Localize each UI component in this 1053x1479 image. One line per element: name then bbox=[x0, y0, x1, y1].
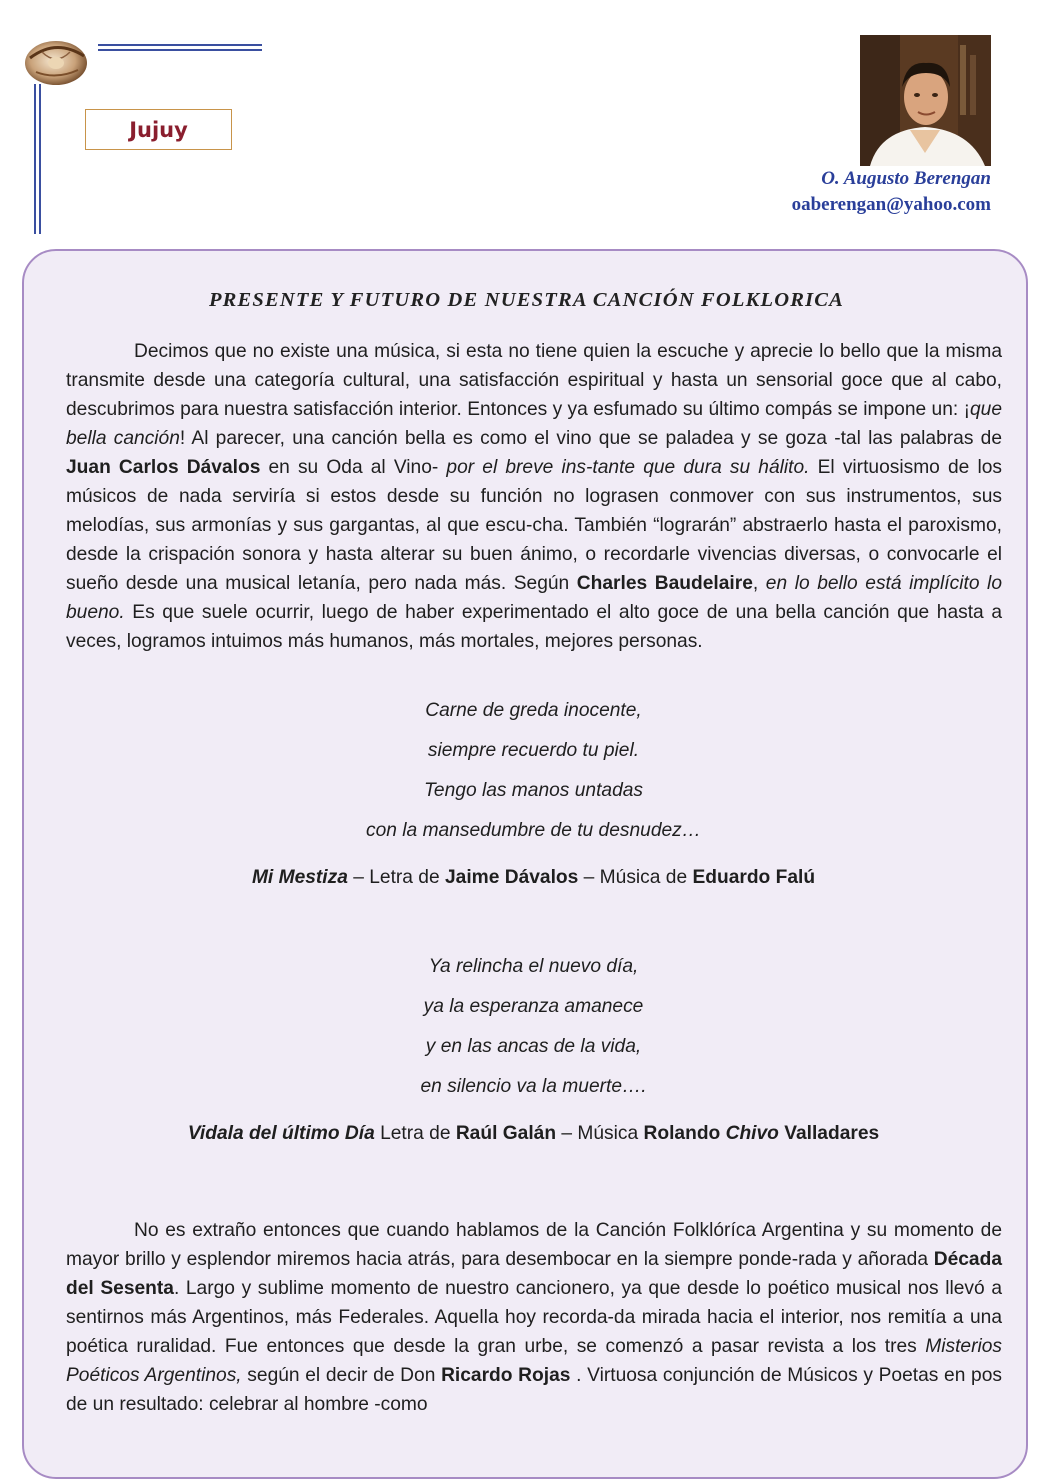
song-verse bbox=[0, 691, 1053, 851]
region-badge bbox=[85, 109, 232, 150]
verse-line: siempre recuerdo tu piel. bbox=[427, 740, 640, 761]
verse-line: ya la esperanza amanece bbox=[423, 996, 644, 1017]
article-paragraph: No es extraño entonces que cuando hablamos de la Canción Folklóríca Argentina y su momento de mayor brillo y esplendor miremos hacia atrás, para desembocar en la siempre ponde-rada y añorada Década del Sesenta. Largo y sublime momento de nuestro cancionero, ya que desde lo poético musical nos llevó a sentirnos más Argentinos, más Federales. Aquella hoy recorda-da mirada hacia el interior, nos remitía a una poética ruralidad. Fue entonces que desde la gran urbe, se comenzó a pasar revista a los tres Misterios Poéticos Argentinos, según el decir de Don Ricardo Rojas . Virtuosa conjunción de Músicos y Poetas en pos de un resultado: celebrar al hombre -como bbox=[66, 1220, 1002, 1415]
header-side-rule bbox=[34, 84, 36, 234]
author-photo bbox=[860, 35, 991, 166]
header-side-rule bbox=[39, 84, 41, 234]
article-title: PRESENTE Y FUTURO DE NUESTRA CANCIÓN FOLKLORICA bbox=[208, 289, 845, 311]
author-name: O. Augusto Berengan bbox=[821, 168, 991, 189]
article-paragraph: Decimos que no existe una música, si esta no tiene quien la escuche y aprecie lo bello que la misma transmite desde una categoría cultural, una satisfacción espiritual y hasta un sensorial goce que al cabo, descubrimos para nuestra satisfacción interior. Entonces y ya esfumado su último compás se impone un: ¡que bella canción! Al parecer, una canción bella es como el vino que se paladea y se goza -tal las palabras de Juan Carlos Dávalos en su Oda al Vino- por el breve ins-tante que dura su hálito. El virtuosismo de los músicos de nada serviría si estos desde su función no lograsen conmover con sus instrumentos, sus melodías, sus armonías y sus gargantas, al que escu-cha. También “lograrán” abstraerlo hasta el paroxismo, desde la crispación sonora y hasta alterar su buen ánimo, o recordarle vivencias diversas, o convocarle el sueño desde una musical letanía, pero nada más. Según Charles Baudelaire, en lo bello está implícito lo bueno. Es que suele ocurrir, luego de haber experimentado el alto goce de una bella canción que hasta a veces, logramos intuimos más humanos, más mortales, mejores personas. bbox=[66, 341, 1002, 652]
shell-ornament-icon bbox=[22, 36, 94, 88]
song-credit: Vidala del último Día Letra de Raúl Galán – Música Rolando Chivo Valladares bbox=[187, 1123, 880, 1144]
verse-line: en silencio va la muerte…. bbox=[420, 1076, 647, 1097]
song-credit: Mi Mestiza – Letra de Jaime Dávalos – Música de Eduardo Falú bbox=[251, 867, 816, 888]
verse-line: Ya relincha el nuevo día, bbox=[428, 956, 639, 977]
verse-line: Tengo las manos untadas bbox=[423, 780, 644, 801]
verse-line: Carne de greda inocente, bbox=[425, 700, 642, 721]
author-email[interactable]: oaberengan@yahoo.com bbox=[791, 194, 991, 215]
song-verse bbox=[0, 947, 1053, 1107]
verse-line: y en las ancas de la vida, bbox=[425, 1036, 642, 1057]
header-rule bbox=[98, 49, 262, 51]
region-label: Jujuy bbox=[129, 117, 188, 142]
header-rule bbox=[98, 44, 262, 46]
verse-line: con la mansedumbre de tu desnudez… bbox=[366, 820, 701, 841]
